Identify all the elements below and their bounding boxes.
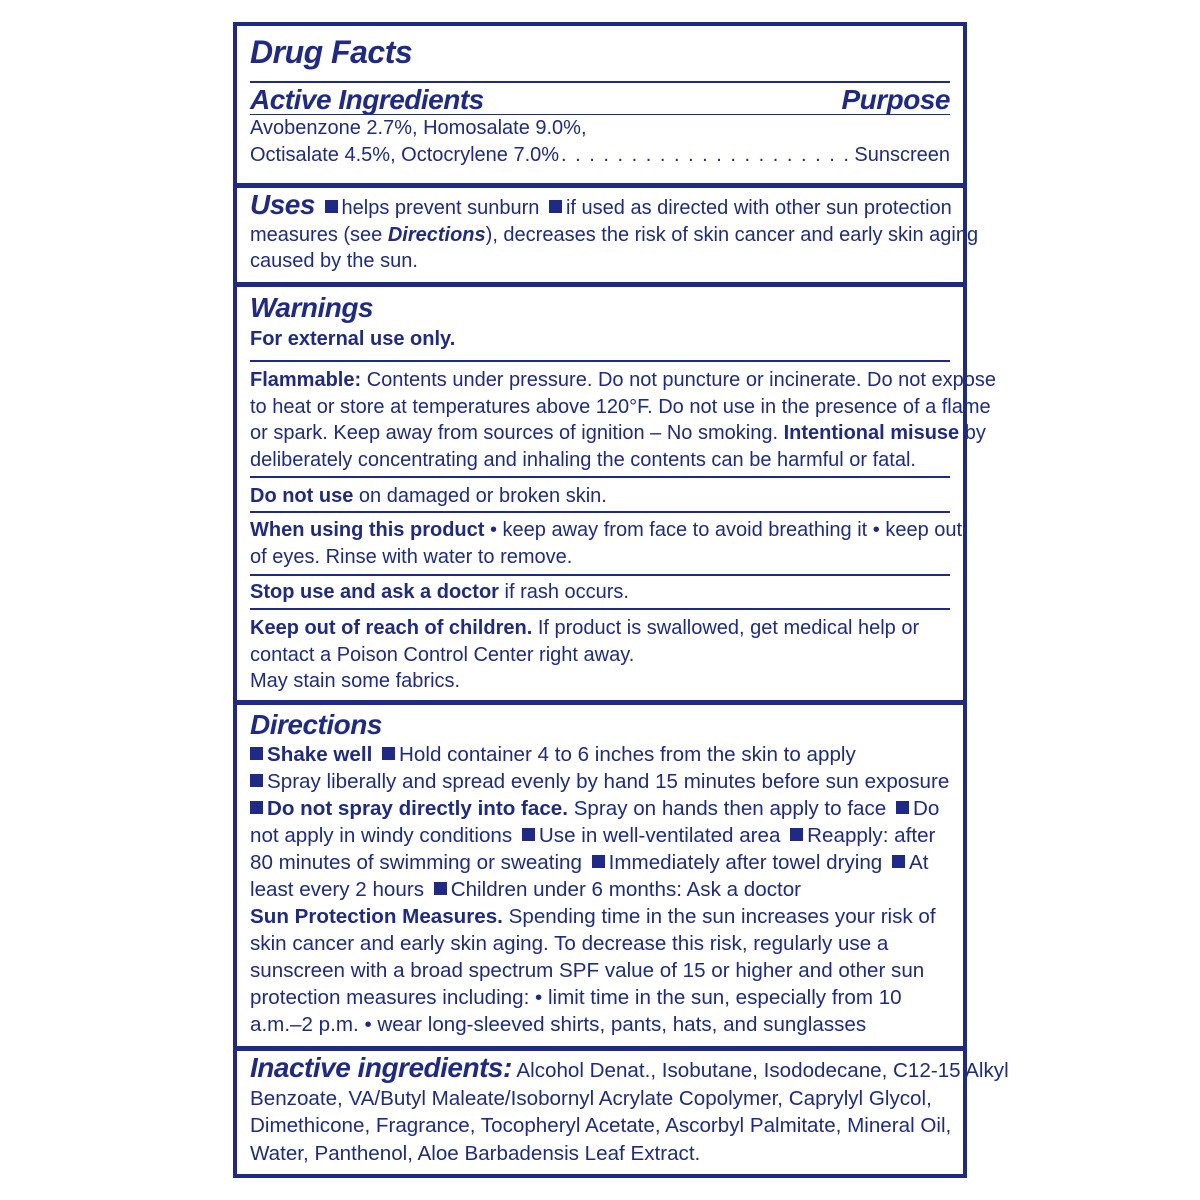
flammable-label: Flammable:	[250, 369, 362, 391]
section-bar	[237, 183, 963, 188]
keep-out-block	[237, 615, 963, 695]
reapply-a: Reapply: after	[807, 824, 936, 847]
section-bar	[237, 1046, 963, 1051]
do-not-use-line	[250, 483, 950, 510]
hold-container: Hold container 4 to 6 inches from the skin to apply	[399, 743, 856, 766]
when-using-line-2: of eyes. Rinse with water to remove.	[250, 545, 573, 568]
uses-line-2	[250, 222, 979, 249]
active-heading: Active Ingredients	[250, 84, 484, 115]
external-use: For external use only.	[250, 328, 456, 350]
stop-use-label: Stop use and ask a doctor	[250, 581, 499, 603]
active-line-1: Avobenzone 2.7%, Homosalate 9.0%,	[250, 117, 587, 139]
square-bullet-icon	[549, 200, 562, 213]
directions-line-3	[250, 795, 950, 822]
square-bullet-icon	[522, 828, 535, 841]
warnings-section	[237, 292, 963, 353]
do-not-use-label: Do not use	[250, 485, 354, 507]
towel-drying: Immediately after towel drying	[608, 851, 883, 874]
square-bullet-icon	[790, 828, 803, 841]
spm-label: Sun Protection Measures.	[250, 905, 503, 928]
flammable-text-1: Contents under pressure. Do not puncture or incinerate. Do not expose	[361, 369, 996, 391]
divider	[250, 81, 950, 83]
spm-text-1: Spending time in the sun increases your risk of	[502, 905, 936, 928]
keep-out-line-1	[250, 615, 950, 642]
children-note: Children under 6 months: Ask a doctor	[450, 878, 802, 901]
directions-line-2	[250, 768, 950, 795]
uses-item-2a: if used as directed with other sun protection	[565, 197, 952, 219]
flammable-text-3b: by	[959, 422, 986, 445]
spm-line-4: protection measures including: • limit time in the sun, especially from 10	[250, 986, 902, 1009]
inactive-line-1	[250, 1052, 1009, 1085]
square-bullet-icon	[325, 200, 338, 213]
directions-section	[237, 709, 963, 1038]
inactive-heading: Inactive ingredients:	[250, 1052, 512, 1083]
flammable-line-3	[250, 420, 986, 447]
square-bullet-icon	[434, 882, 447, 895]
ventilated-area: Use in well-ventilated area	[538, 824, 781, 847]
when-using-block	[237, 517, 963, 570]
no-spray-label: Do not spray directly into face.	[267, 797, 568, 820]
square-bullet-icon	[592, 855, 605, 868]
inactive-text-1: Alcohol Denat., Isobutane, Isododecane, C12-15 Alkyl	[511, 1059, 1009, 1082]
uses-item-1: helps prevent sunburn	[341, 197, 540, 219]
square-bullet-icon	[896, 801, 909, 814]
flammable-text-3a: or spark. Keep away from sources of ignition – No smoking.	[250, 422, 784, 445]
inactive-line-2: Benzoate, VA/Butyl Maleate/Isobornyl Acrylate Copolymer, Caprylyl Glycol,	[250, 1086, 932, 1110]
square-bullet-icon	[250, 774, 263, 787]
spm-line-1	[250, 903, 950, 930]
inactive-line-3: Dimethicone, Fragrance, Tocopheryl Acetate, Ascorbyl Palmitate, Mineral Oil,	[250, 1114, 952, 1137]
active-section	[237, 84, 963, 168]
spm-line-5: a.m.–2 p.m. • wear long-sleeved shirts, pants, hats, and sunglasses	[250, 1013, 867, 1036]
keep-out-line-2: contact a Poison Control Center right away.	[250, 643, 635, 666]
directions-line-1	[250, 741, 950, 768]
reapply-b: 80 minutes of swimming or sweating	[250, 851, 582, 874]
section-bar	[237, 282, 963, 287]
active-line-2	[250, 142, 950, 169]
drug-facts-panel	[233, 22, 1009, 1178]
active-header-row	[250, 84, 950, 116]
flammable-block	[237, 367, 996, 473]
uses-item-2b: measures (see	[250, 223, 388, 246]
stop-use-line	[250, 579, 950, 606]
when-using-label: When using this product	[250, 519, 485, 541]
no-spray-text: Spray on hands then apply to face	[567, 797, 887, 820]
title-section	[237, 34, 963, 71]
flammable-line-2: to heat or store at temperatures above 120°F. Do not use in the presence of a flame	[250, 395, 991, 418]
inactive-line-4: Water, Panthenol, Aloe Barbadensis Leaf Extract.	[250, 1141, 701, 1165]
shake-well: Shake well	[267, 743, 373, 766]
uses-line-3: caused by the sun.	[250, 250, 418, 273]
at-least-b: least every 2 hours	[250, 878, 424, 901]
purpose-heading: Purpose	[841, 84, 950, 115]
stop-use-block	[237, 579, 963, 606]
do-not-apply-b: not apply in windy conditions	[250, 824, 513, 847]
spm-line-2: skin cancer and early skin aging. To decrease this risk, regularly use a	[250, 932, 889, 955]
stain-note: May stain some fabrics.	[250, 670, 461, 693]
uses-item-2c: ), decreases the risk of skin cancer and early skin aging	[485, 223, 979, 246]
page-title: Drug Facts	[250, 34, 413, 70]
warnings-heading: Warnings	[250, 292, 374, 323]
do-not-apply-a: Do	[912, 797, 940, 820]
square-bullet-icon	[250, 747, 263, 760]
square-bullet-icon	[250, 801, 263, 814]
uses-heading: Uses	[250, 189, 315, 220]
purpose-value: Sunscreen	[854, 143, 950, 166]
misuse-label: Intentional misuse	[783, 422, 960, 445]
directions-heading: Directions	[250, 709, 382, 740]
divider	[250, 608, 950, 610]
spm-line-3: sunscreen with a broad spectrum SPF value of 15 or higher and other sun	[250, 959, 925, 982]
directions-line-6	[250, 876, 950, 903]
divider	[250, 360, 950, 362]
directions-reference: Directions	[387, 223, 486, 246]
keep-out-label: Keep out of reach of children.	[250, 617, 533, 639]
stop-use-text: if rash occurs.	[498, 581, 629, 603]
active-line-2-text: Octisalate 4.5%, Octocrylene 7.0%	[250, 143, 560, 166]
directions-line-4	[250, 822, 950, 849]
directions-line-5	[250, 849, 950, 876]
spray-liberally: Spray liberally and spread evenly by hand 15 minutes before sun exposure	[267, 770, 950, 793]
square-bullet-icon	[382, 747, 395, 760]
divider	[250, 476, 950, 478]
section-bar	[237, 700, 963, 705]
do-not-use-text: on damaged or broken skin.	[353, 485, 607, 507]
do-not-use-block	[237, 483, 963, 510]
square-bullet-icon	[892, 855, 905, 868]
flammable-line-4: deliberately concentrating and inhaling the contents can be harmful or fatal.	[250, 448, 916, 471]
uses-section	[237, 189, 979, 275]
at-least-a: At	[908, 851, 929, 874]
divider	[250, 511, 950, 513]
flammable-line-1	[250, 367, 996, 394]
inactive-section	[237, 1052, 1009, 1167]
keep-out-text-1: If product is swallowed, get medical help or	[532, 617, 920, 639]
leader-dots	[561, 142, 852, 169]
when-using-line-1	[250, 517, 963, 544]
when-using-text-1: • keep away from face to avoid breathing it • keep out	[484, 519, 963, 541]
divider	[250, 574, 950, 576]
uses-line-1	[250, 189, 952, 222]
